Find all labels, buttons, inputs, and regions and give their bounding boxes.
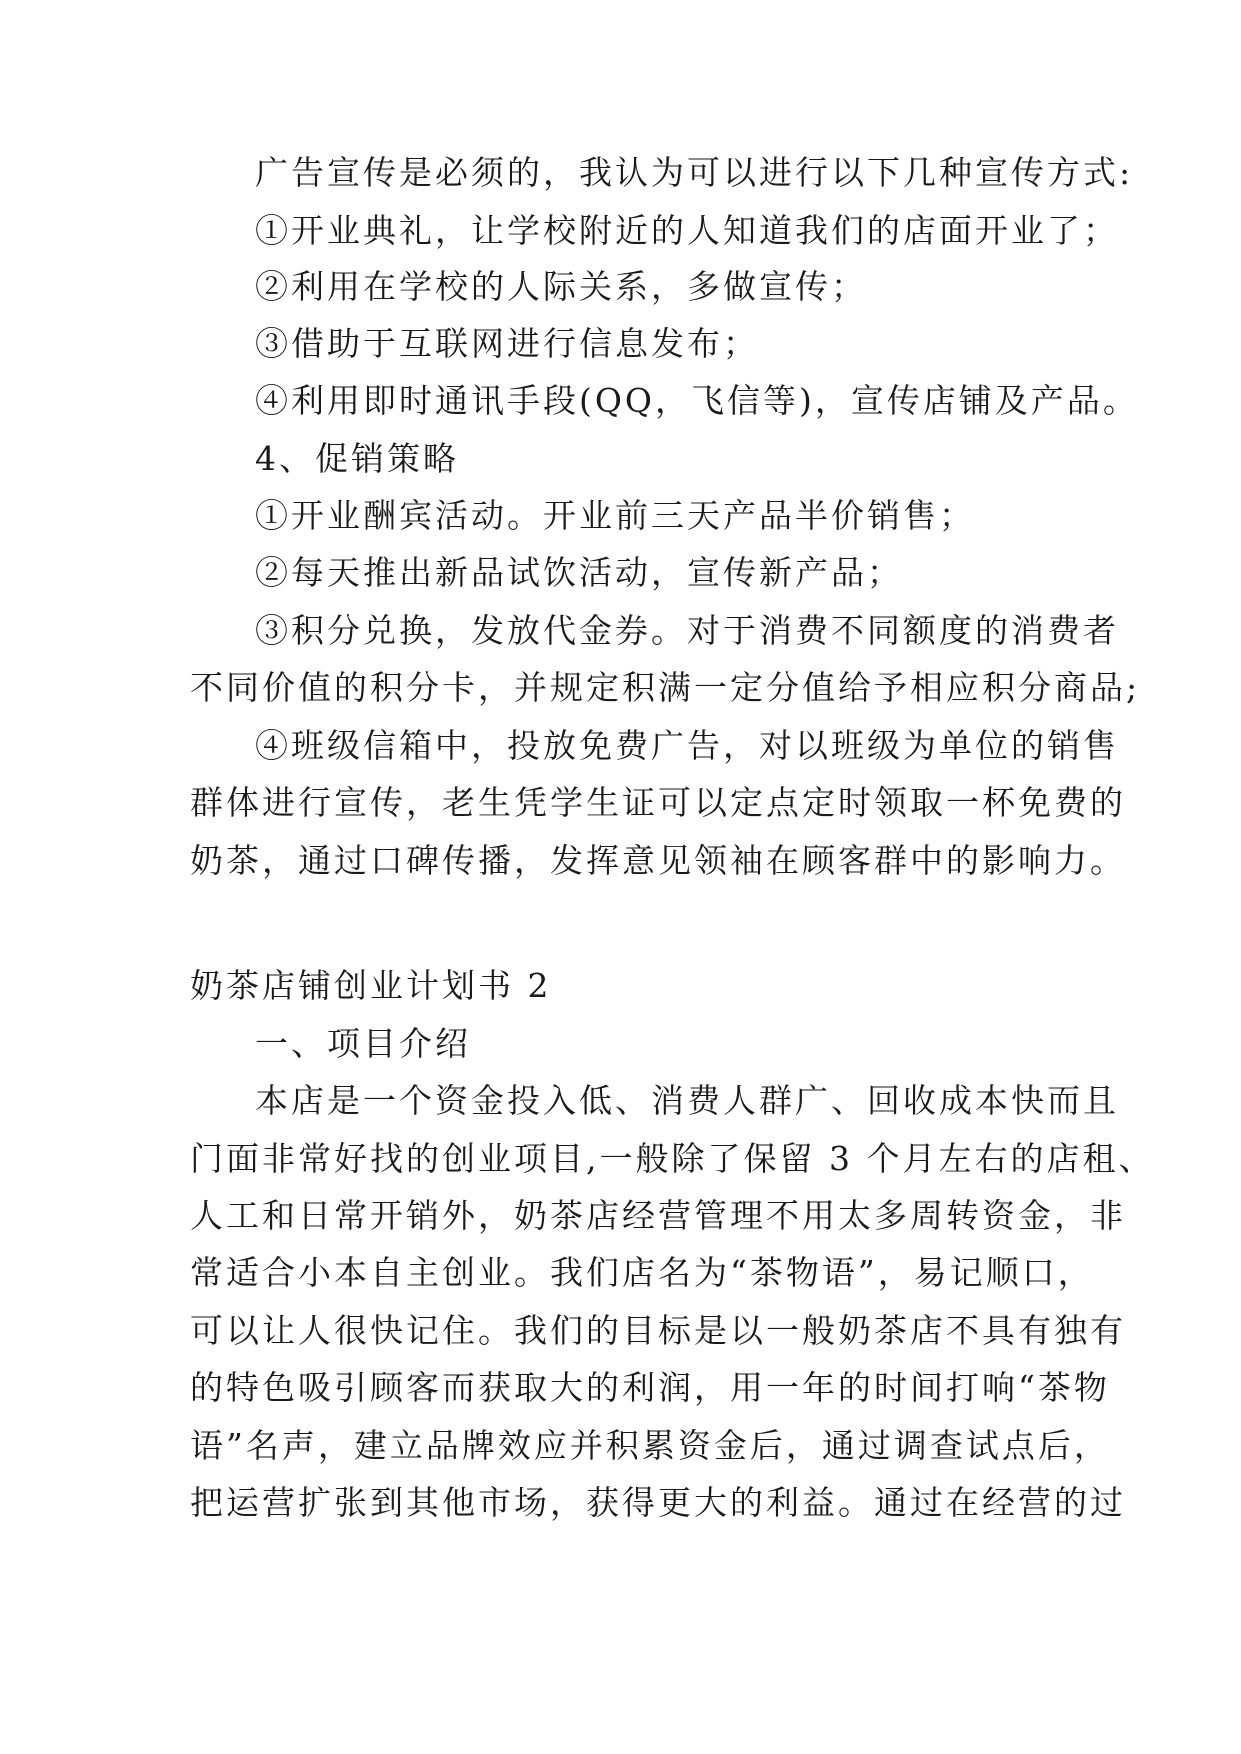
paragraph-line: 门面非常好找的创业项目,一般除了保留 3 个月左右的店租、 <box>190 1139 1155 1178</box>
paragraph-line: ④班级信箱中，投放免费广告，对以班级为单位的销售 <box>255 726 1119 765</box>
paragraph-line: 的特色吸引顾客而获取大的利润，用一年的时间打响“茶物 <box>190 1368 1110 1407</box>
document-title: 奶茶店铺创业计划书 2 <box>190 966 552 1005</box>
paragraph-line: 奶茶，通过口碑传播，发挥意见领袖在顾客群中的影响力。 <box>190 841 1126 880</box>
paragraph-line: 人工和日常开销外，奶茶店经营管理不用太多周转资金，非 <box>190 1196 1126 1235</box>
paragraph-line: ④利用即时通讯手段(QQ，飞信等)，宣传店铺及产品。 <box>255 381 1139 420</box>
paragraph-line: ②利用在学校的人际关系，多做宣传； <box>255 267 867 306</box>
paragraph-line: 常适合小本自主创业。我们店名为“茶物语”，易记顺口， <box>190 1253 1094 1292</box>
section-heading: 4、促销策略 <box>255 439 459 478</box>
paragraph-line: ②每天推出新品试饮活动，宣传新产品； <box>255 553 903 592</box>
paragraph-line: 把运营扩张到其他市场，获得更大的利益。通过在经营的过 <box>190 1483 1126 1522</box>
paragraph-line: ①开业酬宾活动。开业前三天产品半价销售； <box>255 496 975 535</box>
paragraph-line: 广告宣传是必须的，我认为可以进行以下几种宣传方式: <box>255 153 1134 192</box>
paragraph-line: 语”名声，建立品牌效应并积累资金后，通过调查试点后， <box>190 1426 1110 1465</box>
paragraph-line: 本店是一个资金投入低、消费人群广、回收成本快而且 <box>255 1081 1119 1120</box>
section-heading: 一、项目介绍 <box>255 1024 471 1063</box>
paragraph-line: 可以让人很快记住。我们的目标是以一般奶茶店不具有独有 <box>190 1311 1126 1350</box>
paragraph-line: ③借助于互联网进行信息发布； <box>255 324 759 363</box>
paragraph-line: ③积分兑换，发放代金券。对于消费不同额度的消费者 <box>255 611 1119 650</box>
paragraph-line: ①开业典礼，让学校附近的人知道我们的店面开业了； <box>255 211 1119 250</box>
paragraph-line: 不同价值的积分卡，并规定积满一定分值给予相应积分商品; <box>190 668 1141 707</box>
paragraph-line: 群体进行宣传，老生凭学生证可以定点定时领取一杯免费的 <box>190 783 1126 822</box>
